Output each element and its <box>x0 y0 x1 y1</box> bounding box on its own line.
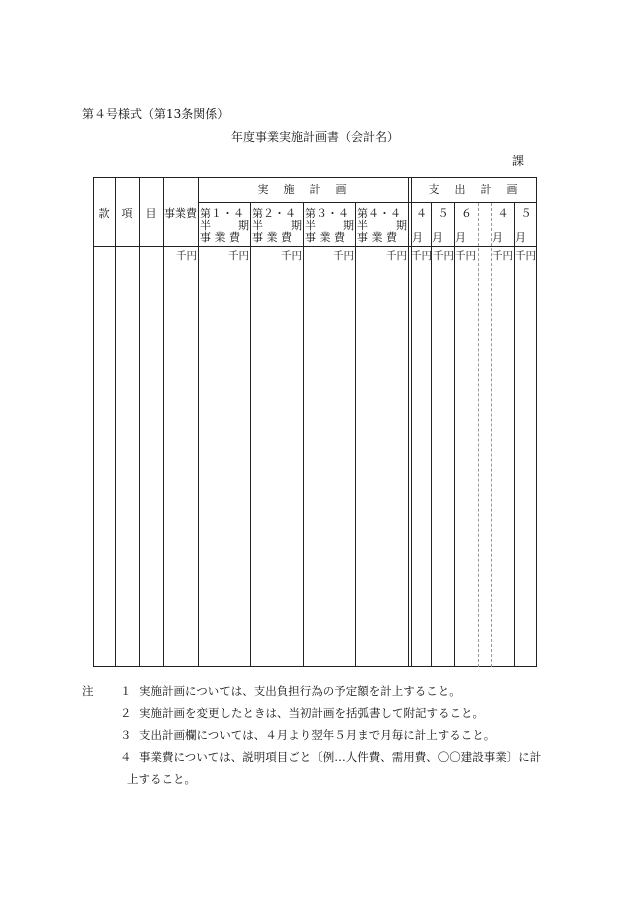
col-line <box>303 203 304 667</box>
unit-quarter-4: 千円 <box>386 250 407 262</box>
header-moku: 目 <box>145 207 157 220</box>
group-header-line <box>198 202 537 203</box>
col-line <box>431 203 432 667</box>
header-implementation-plan: 実 施 計 画 <box>257 183 349 196</box>
omission-line <box>491 203 492 667</box>
month-unit: 月 <box>515 231 526 244</box>
col-line <box>454 203 455 667</box>
unit-quarter-3: 千円 <box>333 250 354 262</box>
month-number: ５ <box>520 207 532 220</box>
quarter-3-line3: 事 業 費 <box>305 231 345 244</box>
note-number: １ <box>120 684 132 698</box>
section-divider <box>408 177 409 667</box>
month-number: ４ <box>416 207 427 220</box>
month-number: ５ <box>437 207 449 220</box>
document-title: 年度事業実施計画書（会計名） <box>230 130 399 144</box>
unit-quarter-1: 千円 <box>228 250 249 262</box>
month-unit: 月 <box>455 231 466 244</box>
note-text: 実施計画については、支出負担行為の予定額を計上すること。 <box>139 684 461 698</box>
note-text: 支出計画欄については、４月より翌年５月まで月毎に計上すること。 <box>139 728 496 742</box>
month-header <box>455 208 478 244</box>
unit-month: 千円 <box>492 250 513 262</box>
note-number: ４ <box>120 750 132 764</box>
col-line <box>115 177 116 667</box>
quarter-4-line3: 事 業 費 <box>357 231 397 244</box>
quarter-1-line1: 第１・４ <box>200 207 244 220</box>
month-header <box>492 208 514 244</box>
note-item <box>82 746 562 768</box>
note-item <box>82 680 562 702</box>
quarter-1-han: 半 <box>200 219 211 232</box>
col-line <box>355 203 356 667</box>
quarter-4-ki: 期 <box>396 219 407 232</box>
omission-line <box>478 203 479 667</box>
note-number: ３ <box>120 728 132 742</box>
month-unit: 月 <box>492 231 503 244</box>
month-header <box>515 208 537 244</box>
quarter-3-line1: 第３・４ <box>305 207 349 220</box>
note-item <box>82 702 562 724</box>
unit-month: 千円 <box>433 250 454 262</box>
quarter-header-4 <box>357 208 407 244</box>
header-expenditure-plan: 支 出 計 画 <box>428 183 520 196</box>
quarter-1-line3: 事 業 費 <box>200 231 240 244</box>
quarter-4-han: 半 <box>357 219 368 232</box>
note-text: 事業費については、説明項目ごと〔例…人件費、需用費、〇〇建設事業〕に計 <box>139 750 542 764</box>
notes-lead: 注 <box>82 684 94 698</box>
unit-quarter-2: 千円 <box>281 250 302 262</box>
quarter-3-ki: 期 <box>343 219 354 232</box>
month-unit: 月 <box>412 231 423 244</box>
unit-month: 千円 <box>515 250 536 262</box>
col-line <box>198 177 199 667</box>
header-bottom-line <box>93 246 537 247</box>
month-number: ６ <box>461 207 472 220</box>
quarter-1-ki: 期 <box>238 219 249 232</box>
form-number: 第４号様式（第13条関係） <box>82 107 230 121</box>
unit-month: 千円 <box>411 250 432 262</box>
quarter-header-1 <box>200 208 249 244</box>
month-header <box>412 208 431 244</box>
month-unit: 月 <box>432 231 443 244</box>
quarter-4-line1: 第４・４ <box>357 207 401 220</box>
note-item <box>82 724 562 746</box>
header-jigyouhi: 事業費 <box>164 207 197 220</box>
col-line <box>163 177 164 667</box>
quarter-3-han: 半 <box>305 219 316 232</box>
note-number: ２ <box>120 706 132 720</box>
department-label: 課 <box>512 154 525 168</box>
plan-table <box>93 177 537 667</box>
month-header <box>432 208 454 244</box>
unit-month: 千円 <box>455 250 476 262</box>
notes <box>82 680 562 790</box>
quarter-2-ki: 期 <box>291 219 302 232</box>
header-kou: 項 <box>121 207 133 220</box>
note-text: 実施計画を変更したときは、当初計画を括弧書して附記すること。 <box>139 706 484 720</box>
quarter-2-line3: 事 業 費 <box>252 231 292 244</box>
note-continuation-text: 上すること。 <box>127 772 196 786</box>
note-continuation <box>82 768 562 790</box>
quarter-header-3 <box>305 208 354 244</box>
quarter-header-2 <box>252 208 302 244</box>
unit-jigyouhi: 千円 <box>176 250 197 262</box>
header-kan: 款 <box>98 207 110 220</box>
quarter-2-line1: 第２・４ <box>252 207 296 220</box>
col-line <box>139 177 140 667</box>
quarter-2-han: 半 <box>252 219 263 232</box>
month-number: ４ <box>497 207 509 220</box>
col-line <box>250 203 251 667</box>
col-line <box>514 203 515 667</box>
